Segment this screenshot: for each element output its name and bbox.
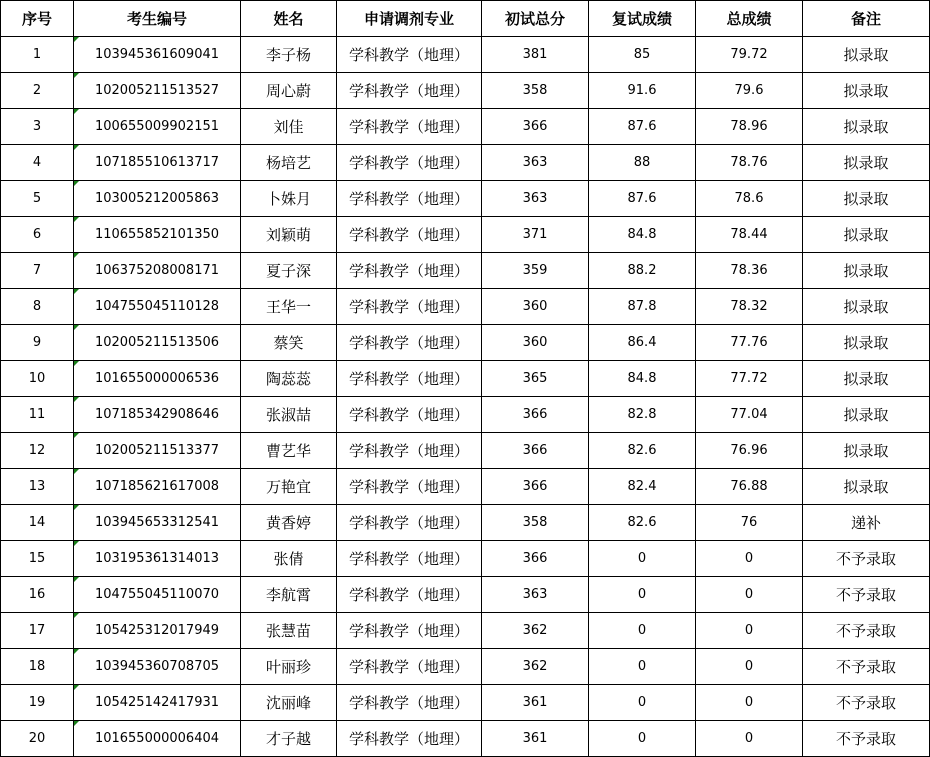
serial-cell: 20	[1, 721, 74, 757]
candidate-id-cell: 102005211513527	[74, 73, 241, 109]
candidate-id-cell: 103005212005863	[74, 181, 241, 217]
initial-score-cell: 366	[482, 397, 589, 433]
candidate-id-cell: 101655000006536	[74, 361, 241, 397]
name-cell: 卜姝月	[241, 181, 337, 217]
major-cell: 学科教学（地理）	[337, 181, 482, 217]
header-serial: 序号	[1, 1, 74, 37]
initial-score-cell: 366	[482, 469, 589, 505]
initial-score-cell: 371	[482, 217, 589, 253]
initial-score-cell: 381	[482, 37, 589, 73]
total-score-cell: 0	[696, 685, 803, 721]
retest-score-cell: 0	[589, 541, 696, 577]
initial-score-cell: 361	[482, 721, 589, 757]
retest-score-cell: 87.6	[589, 181, 696, 217]
total-score-cell: 78.76	[696, 145, 803, 181]
serial-cell: 12	[1, 433, 74, 469]
candidate-id-cell: 107185621617008	[74, 469, 241, 505]
initial-score-cell: 363	[482, 181, 589, 217]
name-cell: 张倩	[241, 541, 337, 577]
name-cell: 黄香婷	[241, 505, 337, 541]
serial-cell: 18	[1, 649, 74, 685]
major-cell: 学科教学（地理）	[337, 145, 482, 181]
initial-score-cell: 358	[482, 73, 589, 109]
initial-score-cell: 363	[482, 577, 589, 613]
retest-score-cell: 0	[589, 649, 696, 685]
total-score-cell: 77.72	[696, 361, 803, 397]
major-cell: 学科教学（地理）	[337, 109, 482, 145]
name-cell: 曹艺华	[241, 433, 337, 469]
table-row	[1, 433, 930, 469]
initial-score-cell: 362	[482, 613, 589, 649]
table-body	[1, 37, 930, 757]
candidate-id-cell: 110655852101350	[74, 217, 241, 253]
initial-score-cell: 366	[482, 109, 589, 145]
major-cell: 学科教学（地理）	[337, 37, 482, 73]
major-cell: 学科教学（地理）	[337, 685, 482, 721]
initial-score-cell: 362	[482, 649, 589, 685]
serial-cell: 4	[1, 145, 74, 181]
name-cell: 万艳宜	[241, 469, 337, 505]
initial-score-cell: 360	[482, 289, 589, 325]
serial-cell: 16	[1, 577, 74, 613]
total-score-cell: 0	[696, 577, 803, 613]
remarks-cell: 拟录取	[803, 145, 930, 181]
table-row	[1, 181, 930, 217]
total-score-cell: 0	[696, 541, 803, 577]
retest-score-cell: 84.8	[589, 361, 696, 397]
retest-score-cell: 0	[589, 577, 696, 613]
retest-score-cell: 87.8	[589, 289, 696, 325]
remarks-cell: 拟录取	[803, 181, 930, 217]
serial-cell: 19	[1, 685, 74, 721]
remarks-cell: 拟录取	[803, 73, 930, 109]
total-score-cell: 76.96	[696, 433, 803, 469]
table-row	[1, 361, 930, 397]
name-cell: 杨培艺	[241, 145, 337, 181]
serial-cell: 10	[1, 361, 74, 397]
header-major: 申请调剂专业	[337, 1, 482, 37]
candidate-id-cell: 104755045110128	[74, 289, 241, 325]
retest-score-cell: 88	[589, 145, 696, 181]
retest-score-cell: 82.4	[589, 469, 696, 505]
remarks-cell: 拟录取	[803, 253, 930, 289]
table-row	[1, 253, 930, 289]
major-cell: 学科教学（地理）	[337, 73, 482, 109]
candidate-id-cell: 101655000006404	[74, 721, 241, 757]
total-score-cell: 76	[696, 505, 803, 541]
remarks-cell: 拟录取	[803, 217, 930, 253]
retest-score-cell: 85	[589, 37, 696, 73]
total-score-cell: 78.44	[696, 217, 803, 253]
total-score-cell: 0	[696, 649, 803, 685]
header-total-score: 总成绩	[696, 1, 803, 37]
total-score-cell: 78.32	[696, 289, 803, 325]
major-cell: 学科教学（地理）	[337, 505, 482, 541]
initial-score-cell: 360	[482, 325, 589, 361]
remarks-cell: 拟录取	[803, 361, 930, 397]
name-cell: 刘颖萌	[241, 217, 337, 253]
total-score-cell: 79.72	[696, 37, 803, 73]
total-score-cell: 77.04	[696, 397, 803, 433]
name-cell: 沈丽峰	[241, 685, 337, 721]
candidate-id-cell: 107185342908646	[74, 397, 241, 433]
header-retest-score: 复试成绩	[589, 1, 696, 37]
serial-cell: 3	[1, 109, 74, 145]
initial-score-cell: 361	[482, 685, 589, 721]
candidate-id-cell: 102005211513506	[74, 325, 241, 361]
initial-score-cell: 366	[482, 541, 589, 577]
table-row	[1, 145, 930, 181]
table-row	[1, 685, 930, 721]
remarks-cell: 拟录取	[803, 325, 930, 361]
serial-cell: 13	[1, 469, 74, 505]
table-row	[1, 613, 930, 649]
retest-score-cell: 82.6	[589, 505, 696, 541]
candidate-id-cell: 103195361314013	[74, 541, 241, 577]
candidate-id-cell: 105425142417931	[74, 685, 241, 721]
header-name: 姓名	[241, 1, 337, 37]
name-cell: 叶丽珍	[241, 649, 337, 685]
retest-score-cell: 91.6	[589, 73, 696, 109]
serial-cell: 8	[1, 289, 74, 325]
major-cell: 学科教学（地理）	[337, 253, 482, 289]
table-row	[1, 577, 930, 613]
major-cell: 学科教学（地理）	[337, 577, 482, 613]
initial-score-cell: 365	[482, 361, 589, 397]
remarks-cell: 拟录取	[803, 289, 930, 325]
retest-score-cell: 86.4	[589, 325, 696, 361]
major-cell: 学科教学（地理）	[337, 397, 482, 433]
initial-score-cell: 363	[482, 145, 589, 181]
remarks-cell: 拟录取	[803, 469, 930, 505]
remarks-cell: 不予录取	[803, 613, 930, 649]
total-score-cell: 78.6	[696, 181, 803, 217]
name-cell: 李航霄	[241, 577, 337, 613]
total-score-cell: 78.96	[696, 109, 803, 145]
serial-cell: 14	[1, 505, 74, 541]
table-row	[1, 325, 930, 361]
table-row	[1, 289, 930, 325]
candidate-id-cell: 102005211513377	[74, 433, 241, 469]
total-score-cell: 79.6	[696, 73, 803, 109]
header-candidate-id: 考生编号	[74, 1, 241, 37]
major-cell: 学科教学（地理）	[337, 325, 482, 361]
remarks-cell: 递补	[803, 505, 930, 541]
name-cell: 夏子深	[241, 253, 337, 289]
serial-cell: 9	[1, 325, 74, 361]
name-cell: 张淑喆	[241, 397, 337, 433]
retest-score-cell: 0	[589, 721, 696, 757]
candidate-id-cell: 103945361609041	[74, 37, 241, 73]
serial-cell: 11	[1, 397, 74, 433]
major-cell: 学科教学（地理）	[337, 613, 482, 649]
serial-cell: 15	[1, 541, 74, 577]
table-row	[1, 541, 930, 577]
initial-score-cell: 359	[482, 253, 589, 289]
total-score-cell: 78.36	[696, 253, 803, 289]
table-row	[1, 397, 930, 433]
name-cell: 张慧苗	[241, 613, 337, 649]
major-cell: 学科教学（地理）	[337, 721, 482, 757]
candidate-id-cell: 105425312017949	[74, 613, 241, 649]
table-row	[1, 73, 930, 109]
remarks-cell: 拟录取	[803, 37, 930, 73]
serial-cell: 17	[1, 613, 74, 649]
retest-score-cell: 88.2	[589, 253, 696, 289]
remarks-cell: 不予录取	[803, 577, 930, 613]
major-cell: 学科教学（地理）	[337, 649, 482, 685]
candidate-id-cell: 104755045110070	[74, 577, 241, 613]
header-remarks: 备注	[803, 1, 930, 37]
table-row	[1, 649, 930, 685]
table-row	[1, 721, 930, 757]
serial-cell: 5	[1, 181, 74, 217]
total-score-cell: 77.76	[696, 325, 803, 361]
serial-cell: 7	[1, 253, 74, 289]
serial-cell: 1	[1, 37, 74, 73]
retest-score-cell: 82.6	[589, 433, 696, 469]
retest-score-cell: 84.8	[589, 217, 696, 253]
initial-score-cell: 366	[482, 433, 589, 469]
name-cell: 李子杨	[241, 37, 337, 73]
retest-score-cell: 82.8	[589, 397, 696, 433]
retest-score-cell: 87.6	[589, 109, 696, 145]
candidate-id-cell: 107185510613717	[74, 145, 241, 181]
remarks-cell: 拟录取	[803, 433, 930, 469]
name-cell: 王华一	[241, 289, 337, 325]
major-cell: 学科教学（地理）	[337, 289, 482, 325]
major-cell: 学科教学（地理）	[337, 433, 482, 469]
candidate-id-cell: 103945360708705	[74, 649, 241, 685]
serial-cell: 6	[1, 217, 74, 253]
name-cell: 刘佳	[241, 109, 337, 145]
serial-cell: 2	[1, 73, 74, 109]
retest-score-cell: 0	[589, 613, 696, 649]
table-row	[1, 469, 930, 505]
table-row	[1, 217, 930, 253]
name-cell: 才子越	[241, 721, 337, 757]
total-score-cell: 0	[696, 613, 803, 649]
total-score-cell: 0	[696, 721, 803, 757]
major-cell: 学科教学（地理）	[337, 361, 482, 397]
initial-score-cell: 358	[482, 505, 589, 541]
total-score-cell: 76.88	[696, 469, 803, 505]
major-cell: 学科教学（地理）	[337, 217, 482, 253]
candidate-id-cell: 103945653312541	[74, 505, 241, 541]
remarks-cell: 不予录取	[803, 541, 930, 577]
remarks-cell: 不予录取	[803, 649, 930, 685]
table-row	[1, 37, 930, 73]
name-cell: 蔡笑	[241, 325, 337, 361]
header-initial-score: 初试总分	[482, 1, 589, 37]
candidate-id-cell: 100655009902151	[74, 109, 241, 145]
remarks-cell: 不予录取	[803, 685, 930, 721]
remarks-cell: 拟录取	[803, 397, 930, 433]
candidate-id-cell: 106375208008171	[74, 253, 241, 289]
header-row	[1, 1, 930, 37]
table-row	[1, 505, 930, 541]
major-cell: 学科教学（地理）	[337, 469, 482, 505]
remarks-cell: 不予录取	[803, 721, 930, 757]
name-cell: 周心蔚	[241, 73, 337, 109]
major-cell: 学科教学（地理）	[337, 541, 482, 577]
name-cell: 陶蕊蕊	[241, 361, 337, 397]
table-row	[1, 109, 930, 145]
retest-score-cell: 0	[589, 685, 696, 721]
remarks-cell: 拟录取	[803, 109, 930, 145]
